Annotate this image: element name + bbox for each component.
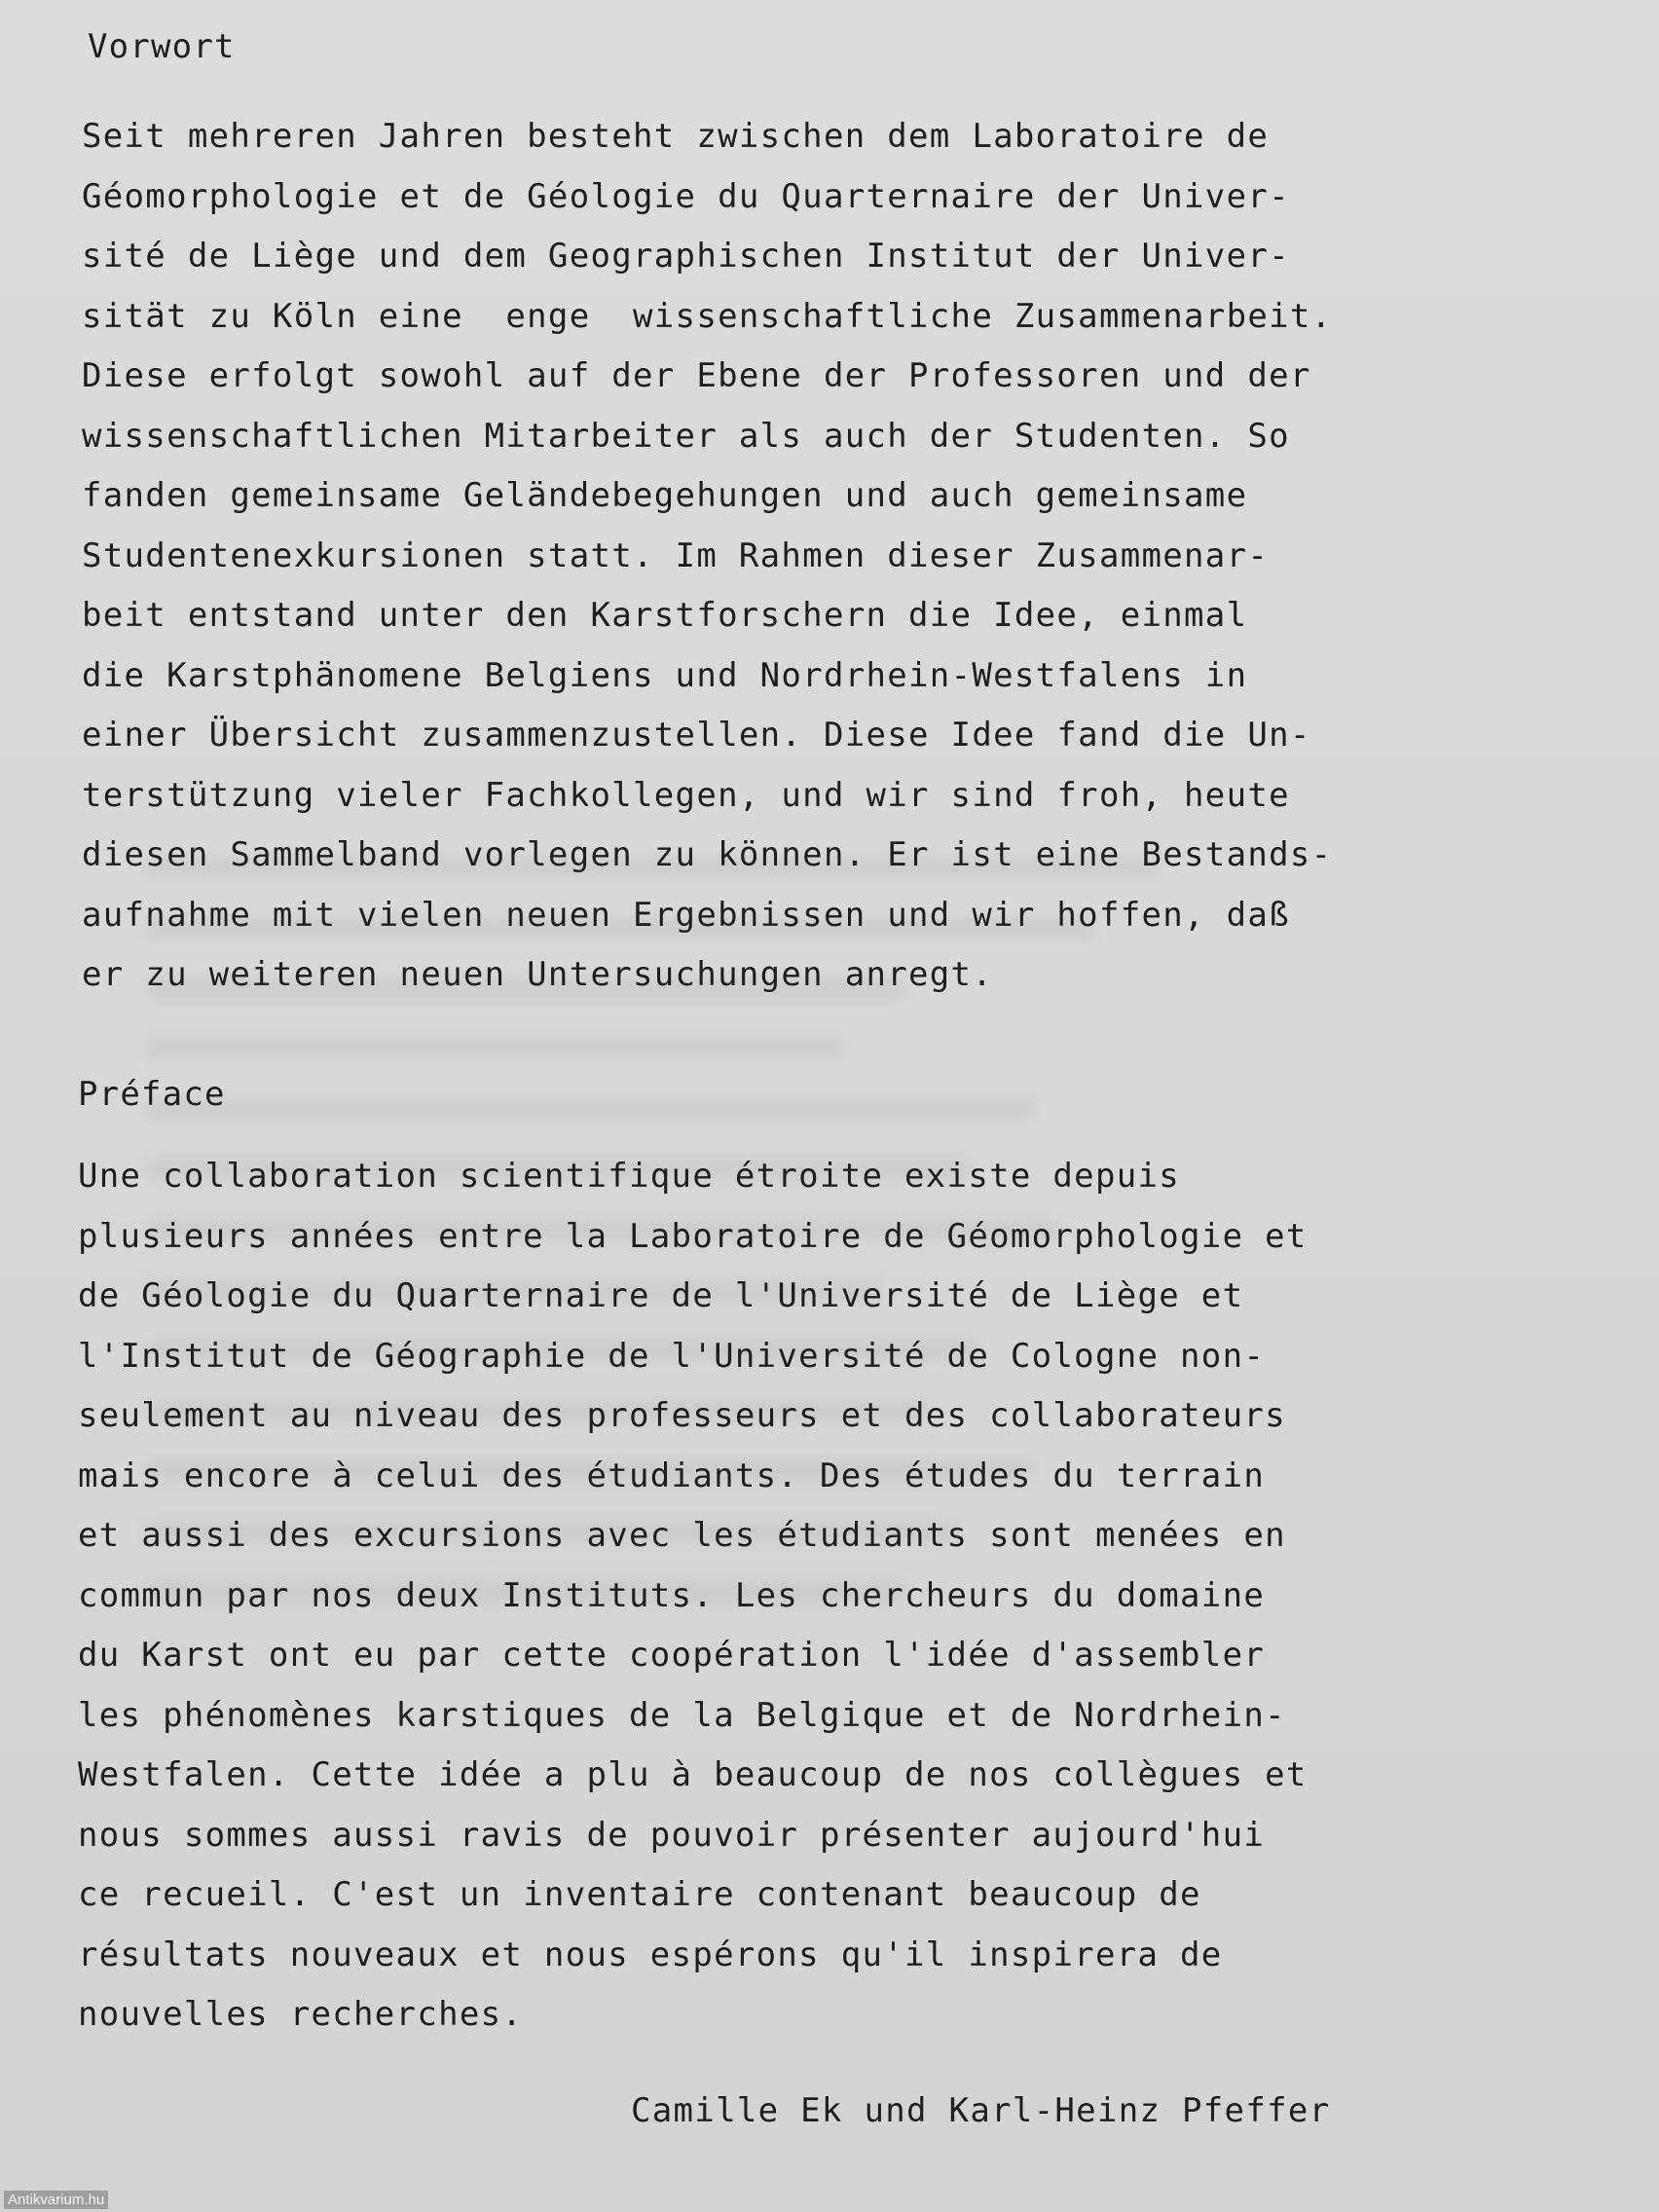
preface-line: de Géologie du Quarternaire de l'Université de Liège et: [78, 1276, 1244, 1315]
preface-line: seulement au niveau des professeurs et des collaborateurs: [78, 1396, 1286, 1435]
vorwort-line: beit entstand unter den Karstforschern die Idee, einmal: [82, 596, 1248, 635]
watermark: Antikvarium.hu: [4, 2191, 108, 2209]
preface-line: commun par nos deux Instituts. Les chercheurs du domaine: [78, 1575, 1266, 1615]
vorwort-line: aufnahme mit vielen neuen Ergebnissen und wir hoffen, daß: [82, 895, 1290, 935]
vorwort-heading: Vorwort: [88, 27, 236, 66]
vorwort-line: die Karstphänomene Belgiens und Nordrhein-Westfalens in: [82, 655, 1248, 695]
preface-line: nous sommes aussi ravis de pouvoir présenter aujourd'hui: [78, 1815, 1266, 1855]
preface-heading: Préface: [78, 1075, 226, 1114]
preface-line: du Karst ont eu par cette coopération l'idée d'assembler: [78, 1636, 1266, 1675]
vorwort-line: wissenschaftlichen Mitarbeiter als auch der Studenten. So: [82, 416, 1290, 456]
preface-paragraph: [78, 1147, 1577, 2046]
preface-line: plusieurs années entre la Laboratoire de Géomorphologie et: [78, 1216, 1308, 1256]
vorwort-paragraph: [82, 107, 1581, 1006]
vorwort-line: er zu weiteren neuen Untersuchungen anregt.: [82, 955, 994, 994]
preface-line: et aussi des excursions avec les étudiants sont menées en: [78, 1516, 1286, 1555]
preface-line: résultats nouveaux et nous espérons qu'il inspirera de: [78, 1935, 1223, 1974]
preface-line: Westfalen. Cette idée a plu à beaucoup de nos collègues et: [78, 1755, 1308, 1794]
vorwort-line: Géomorphologie et de Géologie du Quarternaire der Univer-: [82, 176, 1290, 216]
preface-line: ce recueil. C'est un inventaire contenant beaucoup de: [78, 1875, 1201, 1914]
vorwort-line: einer Übersicht zusammenzustellen. Diese Idee fand die Un-: [82, 716, 1311, 755]
preface-line: l'Institut de Géographie de l'Université de Cologne non-: [78, 1336, 1266, 1376]
preface-line: nouvelles recherches.: [78, 1995, 524, 2034]
vorwort-line: Studentenexkursionen statt. Im Rahmen dieser Zusammenar-: [82, 535, 1270, 575]
preface-line: les phénomènes karstiques de la Belgique et de Nordrhein-: [78, 1695, 1286, 1735]
vorwort-line: terstützung vieler Fachkollegen, und wir sind froh, heute: [82, 775, 1290, 815]
vorwort-line: sité de Liège und dem Geographischen Institut der Univer-: [82, 237, 1290, 276]
preface-line: Une collaboration scientifique étroite existe depuis: [78, 1157, 1181, 1196]
preface-line: mais encore à celui des étudiants. Des études du terrain: [78, 1456, 1266, 1495]
vorwort-line: fanden gemeinsame Geländebegehungen und auch gemeinsame: [82, 476, 1248, 515]
vorwort-line: Seit mehreren Jahren besteht zwischen dem Laboratoire de: [82, 117, 1270, 156]
vorwort-line: Diese erfolgt sowohl auf der Ebene der Professoren und der: [82, 356, 1311, 395]
vorwort-line: diesen Sammelband vorlegen zu können. Er ist eine Bestands-: [82, 835, 1333, 874]
vorwort-line: sität zu Köln eine enge wissenschaftliche Zusammenarbeit.: [82, 296, 1333, 336]
signature: Camille Ek und Karl-Heinz Pfeffer: [631, 2091, 1331, 2130]
